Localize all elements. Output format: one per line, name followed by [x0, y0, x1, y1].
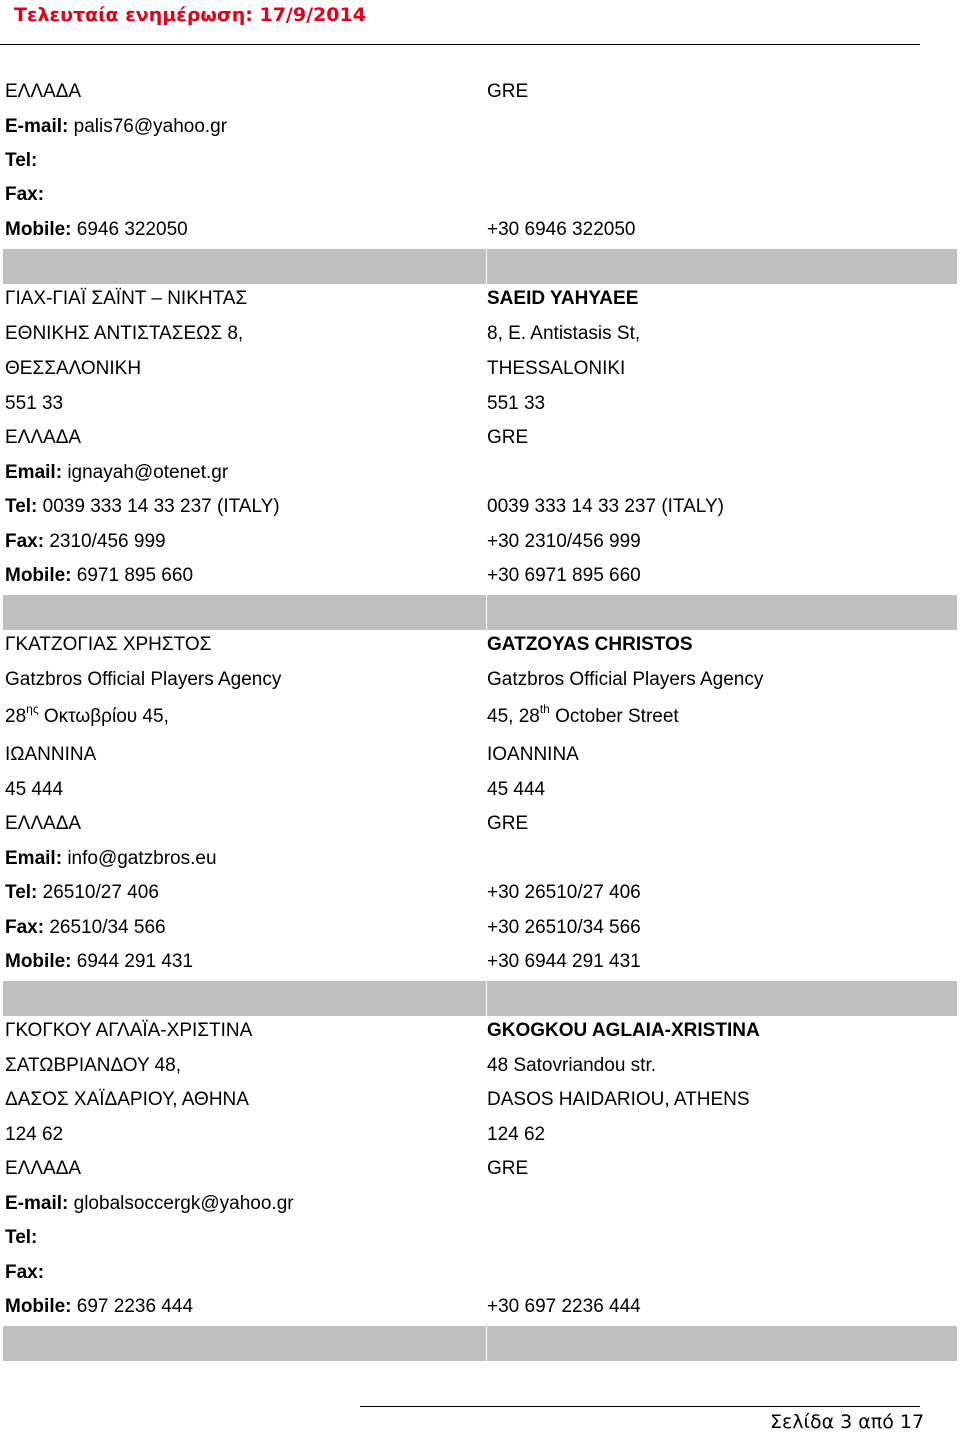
contact-row [0, 634, 960, 664]
contact-row [0, 288, 960, 318]
contact-row [0, 1089, 960, 1119]
contact-row [0, 323, 960, 353]
mobile-label: Mobile: [5, 565, 72, 586]
fax-label: Fax: [5, 184, 45, 205]
zip-gr: 124 62 [5, 1124, 64, 1145]
city-gr: ΘΕΣΣΑΛΟΝΙΚΗ [5, 358, 142, 379]
mobile-label: Mobile: [5, 951, 72, 972]
ordinal-suffix: ης [26, 702, 39, 716]
mobile-value: 6971 895 660 [76, 565, 194, 586]
street-gr: ΕΘΝΙΚΗΣ ΑΝΤΙΣΤΑΣΕΩΣ 8, [5, 323, 244, 344]
fax-intl: +30 26510/34 566 [487, 917, 641, 938]
mobile-intl: +30 6971 895 660 [487, 565, 641, 586]
contact-row [0, 462, 960, 492]
mobile-value: 6946 322050 [76, 219, 188, 240]
country-gr: ΕΛΛΑΔΑ [5, 427, 82, 448]
country-en: GRE [487, 1158, 529, 1179]
contact-row [0, 669, 960, 699]
contact-row [0, 813, 960, 843]
email-value: globalsoccergk@yahoo.gr [73, 1193, 294, 1214]
contact-row [0, 393, 960, 423]
mobile-value: 6944 291 431 [76, 951, 194, 972]
zip-en: 124 62 [487, 1124, 546, 1145]
tel-value: 0039 333 14 33 237 (ITALY) [42, 496, 280, 517]
city-en: THESSALONIKI [487, 358, 626, 379]
contact-row [0, 1296, 960, 1326]
country-gr: ΕΛΛΑΔΑ [5, 81, 82, 102]
country-en: GRE [487, 813, 529, 834]
city-gr: ΙΩΑΝΝΙΝΑ [5, 744, 97, 765]
tel-value: 26510/27 406 [42, 882, 159, 903]
street-gr: $28^{\eta\varsigma}$ Οκτωβρίου 45, [5, 702, 169, 727]
city-en: IOANNINA [487, 744, 579, 765]
street-en: 8, E. Antistasis St, [487, 323, 641, 344]
contact-row [0, 848, 960, 878]
fax-value: 2310/456 999 [49, 531, 166, 552]
fax-label: Fax: [5, 917, 45, 938]
contact-separator [3, 249, 957, 284]
contact-row [0, 496, 960, 526]
contact-row [0, 358, 960, 388]
zip-en: 45 444 [487, 779, 546, 800]
tel-label: Tel: [5, 496, 38, 517]
city-en: DASOS HAIDARIOU, ATHENS [487, 1089, 750, 1110]
contact-row [0, 1193, 960, 1223]
zip-en: 551 33 [487, 393, 546, 414]
email-label: E-mail: [5, 1193, 69, 1214]
email-label: E-mail: [5, 116, 69, 137]
street-en: 45, 28th October Street [487, 702, 679, 727]
email-label: Email: [5, 848, 63, 869]
mobile-label: Mobile: [5, 219, 72, 240]
name-en: SAEID YAHYAEE [487, 288, 639, 309]
company-en: Gatzbros Official Players Agency [487, 669, 764, 690]
country-gr: ΕΛΛΑΔΑ [5, 1158, 82, 1179]
fax-label: Fax: [5, 1262, 45, 1283]
fax-label: Fax: [5, 531, 45, 552]
contact-row [0, 951, 960, 981]
fax-intl: +30 2310/456 999 [487, 531, 641, 552]
name-en: GKOGKOU AGLAIA-XRISTINA [487, 1020, 760, 1041]
country-en: GRE [487, 427, 529, 448]
email-value: palis76@yahoo.gr [73, 116, 228, 137]
header-divider [0, 44, 920, 45]
tel-label: Tel: [5, 1227, 38, 1248]
name-gr: ΓΙΑΧ-ΓΙΑΪ ΣΑΪΝΤ – ΝΙΚΗΤΑΣ [5, 288, 248, 309]
name-gr: ΓΚΑΤΖΟΓΙΑΣ ΧΡΗΣΤΟΣ [5, 634, 212, 655]
tel-intl: +30 26510/27 406 [487, 882, 641, 903]
contact-row [0, 1227, 960, 1257]
contact-row [0, 1262, 960, 1292]
mobile-label: Mobile: [5, 1296, 72, 1317]
page-header-title: Τελευταία ενημέρωση: 17/9/2014 [14, 4, 366, 26]
fax-value: 26510/34 566 [49, 917, 166, 938]
contact-row [0, 1020, 960, 1050]
mobile-intl: +30 697 2236 444 [487, 1296, 641, 1317]
contact-row [0, 531, 960, 561]
contact-row [0, 1158, 960, 1188]
page-number: Σελίδα 3 από 17 [770, 1411, 925, 1433]
contact-row [0, 1124, 960, 1154]
contact-row [0, 565, 960, 595]
contact-separator [3, 981, 957, 1016]
contact-row [0, 882, 960, 912]
ordinal-suffix: th [539, 702, 550, 716]
email-label: Email: [5, 462, 63, 483]
contact-row [0, 116, 960, 146]
mobile-value: 697 2236 444 [76, 1296, 194, 1317]
street-en: 48 Satovriandou str. [487, 1055, 656, 1076]
mobile-intl: +30 6944 291 431 [487, 951, 641, 972]
contact-row [0, 744, 960, 774]
contact-row [0, 1055, 960, 1085]
mobile-intl: +30 6946 322050 [487, 219, 636, 240]
contact-separator [3, 1326, 957, 1361]
contact-row [0, 702, 960, 736]
tel-label: Tel: [5, 150, 38, 171]
city-gr: ΔΑΣΟΣ ΧΑΪΔΑΡΙΟΥ, ΑΘΗΝΑ [5, 1089, 249, 1110]
contact-row [0, 917, 960, 947]
tel-intl: 0039 333 14 33 237 (ITALY) [487, 496, 724, 517]
email-value: ignayah@otenet.gr [67, 462, 229, 483]
tel-label: Tel: [5, 882, 38, 903]
country-en: GRE [487, 81, 529, 102]
zip-gr: 551 33 [5, 393, 64, 414]
street-gr: ΣΑΤΩΒΡΙΑΝΔΟΥ 48, [5, 1055, 181, 1076]
name-en: GATZOYAS CHRISTOS [487, 634, 693, 655]
country-gr: ΕΛΛΑΔΑ [5, 813, 82, 834]
footer-divider [360, 1406, 920, 1407]
contact-row [0, 779, 960, 809]
contact-row [0, 427, 960, 457]
email-value: info@gatzbros.eu [67, 848, 217, 869]
name-gr: ΓΚΟΓΚΟΥ ΑΓΛΑΪΑ-ΧΡΙΣΤΙΝΑ [5, 1020, 253, 1041]
company-gr: Gatzbros Official Players Agency [5, 669, 282, 690]
contact-row [0, 219, 960, 249]
contact-row [0, 184, 960, 214]
contact-separator [3, 595, 957, 630]
contact-row [0, 81, 960, 111]
contact-row [0, 150, 960, 180]
zip-gr: 45 444 [5, 779, 64, 800]
